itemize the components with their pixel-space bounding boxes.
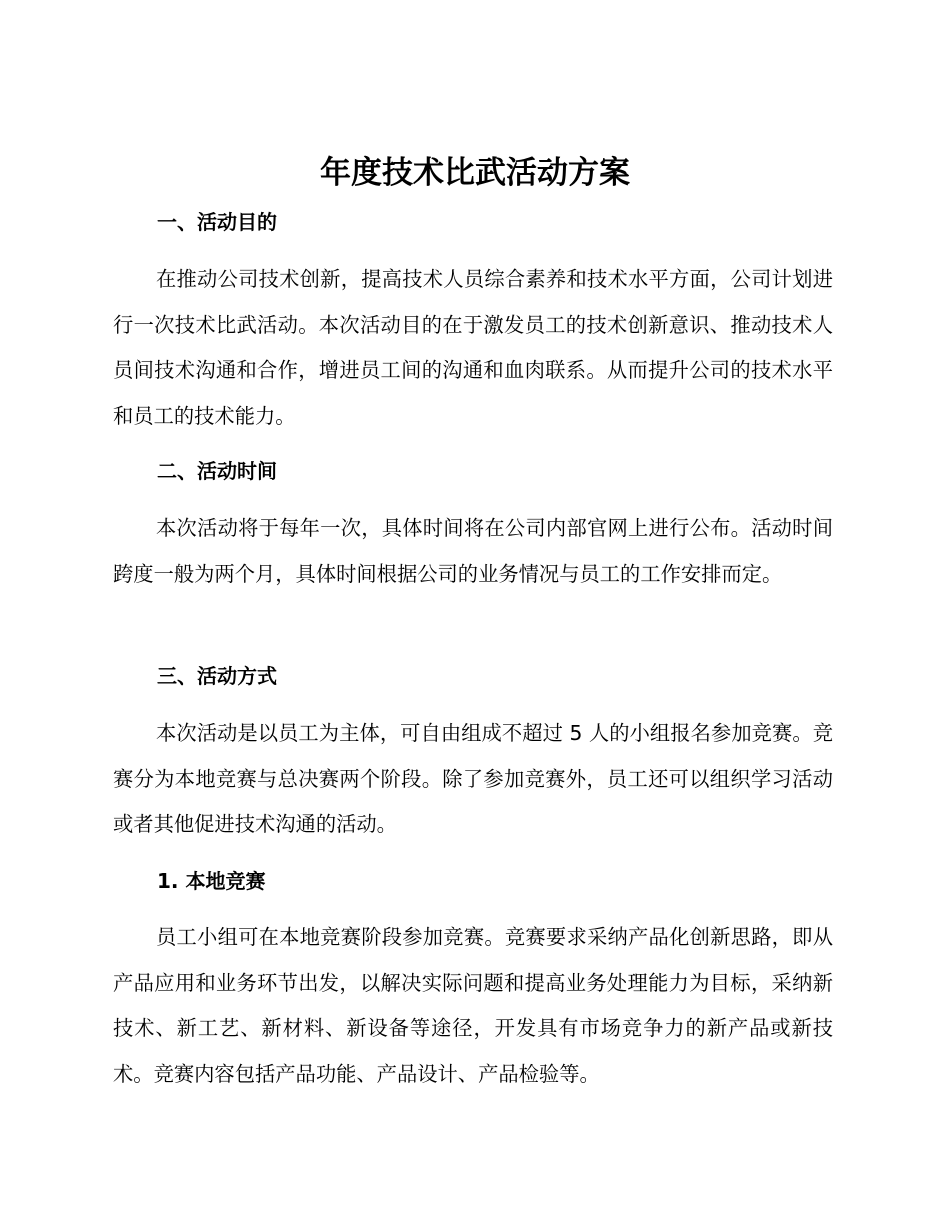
section-heading-method: 三、活动方式 bbox=[157, 664, 277, 688]
section-body-local-competition: 员工小组可在本地竞赛阶段参加竞赛。竞赛要求采纳产品化创新思路，即从产品应用和业务环节出发，以解决实际问题和提高业务处理能力为目标，采纳新技术、新工艺、新材料、新设备等途径，开发具有市场竞争力的新产品或新技术。竞赛内容包括产品功能、产品设计、产品检验等。 bbox=[113, 925, 833, 1086]
section-body-time: 本次活动将于每年一次，具体时间将在公司内部官网上进行公布。活动时间跨度一般为两个月，具体时间根据公司的业务情况与员工的工作安排而定。 bbox=[113, 516, 833, 586]
document-title: 年度技术比武活动方案 bbox=[320, 155, 630, 191]
section-heading-local-competition: 1. 本地竞赛 bbox=[157, 869, 266, 893]
section-body-purpose: 在推动公司技术创新，提高技术人员综合素养和技术水平方面，公司计划进行一次技术比武活动。本次活动目的在于激发员工的技术创新意识、推动技术人员间技术沟通和合作，增进员工间的沟通和血肉联系。从而提升公司的技术水平和员工的技术能力。 bbox=[113, 267, 833, 428]
section-heading-time: 二、活动时间 bbox=[157, 459, 277, 483]
section-heading-purpose: 一、活动目的 bbox=[157, 210, 277, 234]
section-body-method: 本次活动是以员工为主体，可自由组成不超过 5 人的小组报名参加竞赛。竞赛分为本地竞赛与总决赛两个阶段。除了参加竞赛外，员工还可以组织学习活动或者其他促进技术沟通的活动。 bbox=[113, 721, 833, 836]
